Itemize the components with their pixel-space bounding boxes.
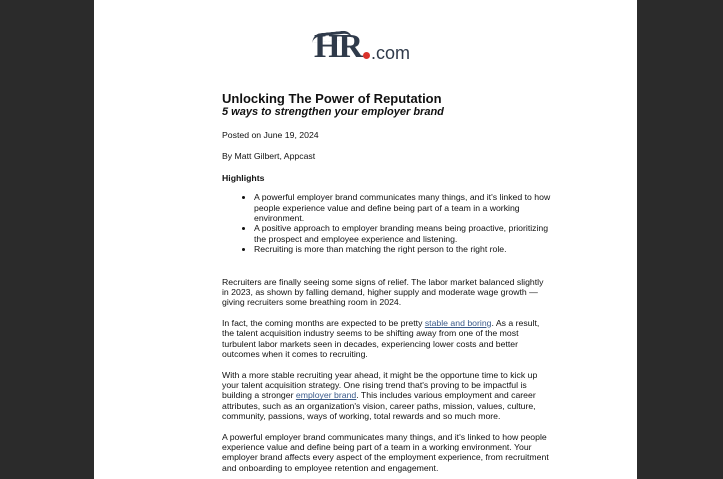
body-paragraph-4: A powerful employer brand communicates many things, and it's linked to how people experience value and define being part of a team in a working environment. Your employer brand affects every aspect of the employment experience, from recruitment and onboarding to employee retention and engagement. [222,431,549,473]
article-title: Unlocking The Power of Reputation [222,91,442,106]
logo-red-dot [363,52,370,59]
body-paragraph-2 [222,318,552,360]
p3-text-after: . This includes various employment and career attributes, such as an organization's vision, career paths, mission, values, culture, community, passions, ways of working, total rewards and so much more. [222,390,536,422]
highlight-item: • Recruiting is more than matching the right person to the right role. [254,244,552,254]
highlights-list [222,192,552,254]
p2-text-before: In fact, the coming months are expected to be pretty [222,317,425,328]
logo-hr-text: HR [314,28,361,65]
highlight-item: • A positive approach to employer branding means being proactive, prioritizing the prospect and employee experience and listening. [254,223,552,244]
p2-text-after: . As a result, the talent acquisition industry seems to be shifting away from one of the most turbulent labor markets seen in decades, experiencing lower costs and better outcomes when it comes to recruiting. [222,317,540,360]
stable-and-boring-link[interactable]: stable and boring [424,317,492,328]
article-content [222,91,552,473]
body-paragraph-1: Recruiters are finally seeing some signs of relief. The labor market balanced slightly in 2023, as shown by falling demand, higher supply and moderate wage growth — giving recruiters some breathing room in 2024. [222,276,544,308]
body-paragraph-3 [222,370,552,422]
article-subtitle: 5 ways to strengthen your employer brand [222,106,444,118]
hr-com-logo [314,30,414,64]
logo-com-text: .com [371,43,411,63]
highlight-item: • A powerful employer brand communicates many things, and it's linked to how people experience value and define being part of a team in a working environment. [254,192,552,223]
employer-brand-link[interactable]: employer brand [295,390,357,401]
document-page [94,0,637,479]
p3-text-before: With a more stable recruiting year ahead, it might be the opportune time to kick up your talent acquisition strategy. One rising trend that's proving to be impactful is building a stronger [222,369,538,401]
posted-date: Posted on June 19, 2024 [222,130,319,140]
article-author: By Matt Gilbert, Appcast [222,151,316,162]
highlights-heading: Highlights [222,172,265,183]
